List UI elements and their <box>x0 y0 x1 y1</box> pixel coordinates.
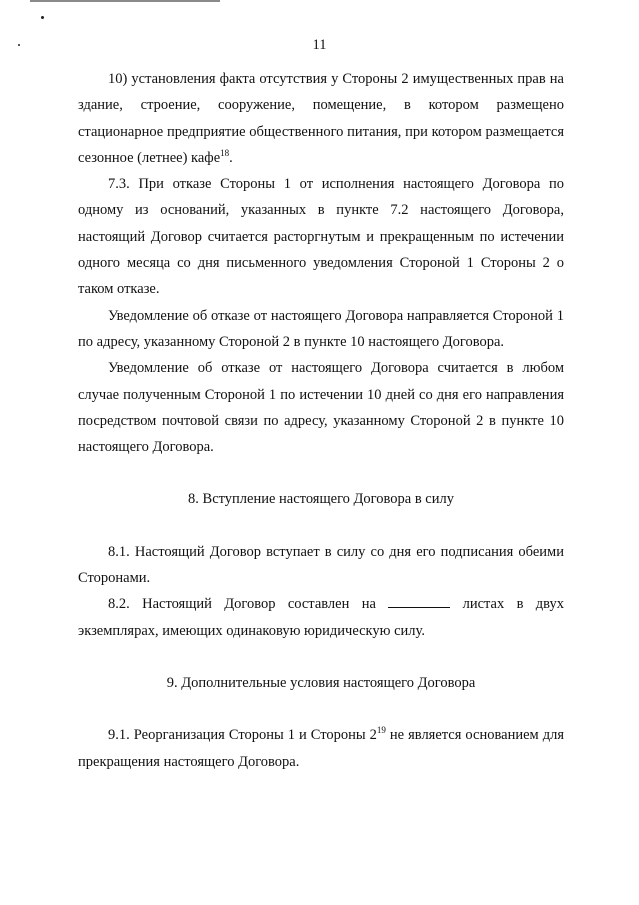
paragraph-text: листах в двух экземплярах, имеющих одинаковую юридическую силу. <box>78 596 565 639</box>
paragraph-notice-received: Уведомление об отказе от настоящего Договора считается в любом случае полученным Стороной 1 по истечении 10 дней со дня его направления посредством почтовой связи по адресу, указанному Стороной 2 в пункте 10 настоящего Договора. <box>78 360 564 456</box>
paragraph-text: 8.2. Настоящий Договор составлен на <box>108 596 376 613</box>
paragraph-7-3: 7.3. При отказе Стороны 1 от исполнения настоящего Договора по одному из оснований, указанных в пункте 7.2 настоящего Договора, настоящий Договор считается расторгнутым и прекращенным по истечении одного месяца со дня письменного уведомления Стороной 1 Стороны 2 о таком отказе. <box>78 176 564 298</box>
scan-speck <box>41 16 44 19</box>
page-number: 11 <box>312 37 327 53</box>
blank-line <box>388 595 450 608</box>
paragraph-notice: Уведомление об отказе от настоящего Договора направляется Стороной 1 по адресу, указанному Стороной 2 в пункте 10 настоящего Договора. <box>78 307 564 350</box>
paragraph-text: 10) установления факта отсутствия у Стороны 2 имущественных прав на здание, строение, сооружение, помещение, в котором размещено стационарное предприятие общественного питания, при котором размещается сезонное (летнее) кафе <box>78 71 564 166</box>
paragraph-text: 9.1. Реорганизация Стороны 1 и Стороны 2 <box>108 727 377 744</box>
document-body <box>78 66 564 775</box>
paragraph-9-1 <box>78 722 564 775</box>
section-8-heading: 8. Вступление настоящего Договора в силу <box>188 491 454 508</box>
section-9-heading: 9. Дополнительные условия настоящего Договора <box>166 674 476 691</box>
paragraph-10 <box>78 66 564 171</box>
footnote-ref: 19 <box>376 725 386 736</box>
paragraph-text: не является основанием для прекращения настоящего Договора. <box>78 727 564 770</box>
scan-edge-line <box>30 0 220 2</box>
paragraph-8-1: 8.1. Настоящий Договор вступает в силу со дня его подписания обеими Сторонами. <box>78 543 564 587</box>
paragraph-8-2 <box>78 591 564 644</box>
footnote-ref: 18 <box>220 148 230 159</box>
paragraph-tail: . <box>229 149 233 166</box>
